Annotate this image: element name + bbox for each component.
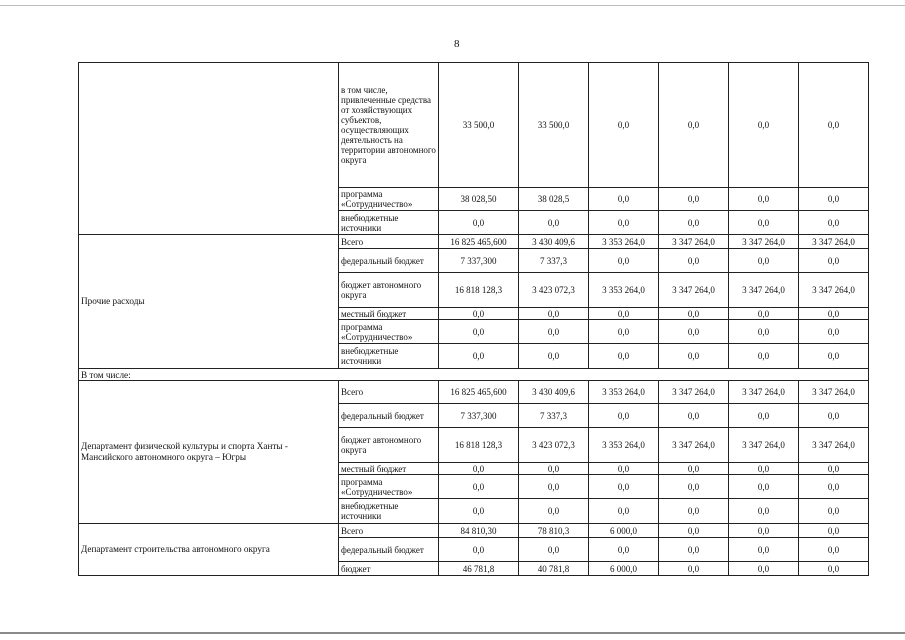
amount-cell: 3 347 264,0 — [659, 273, 729, 308]
amount-cell: 0,0 — [799, 63, 869, 188]
amount-cell: 0,0 — [729, 344, 799, 369]
amount-cell: 0,0 — [589, 538, 659, 562]
amount-cell: 7 337,300 — [439, 404, 519, 428]
amount-cell: 3 347 264,0 — [659, 428, 729, 463]
amount-cell: 0,0 — [589, 320, 659, 344]
amount-cell: 0,0 — [729, 249, 799, 273]
amount-cell: 0,0 — [659, 63, 729, 188]
funding-source: Всего — [339, 235, 439, 249]
amount-cell: 0,0 — [439, 308, 519, 320]
funding-source: федеральный бюджет — [339, 404, 439, 428]
funding-source: федеральный бюджет — [339, 538, 439, 562]
amount-cell: 0,0 — [589, 475, 659, 499]
amount-cell: 3 430 409,6 — [519, 381, 589, 404]
amount-cell: 3 347 264,0 — [659, 381, 729, 404]
amount-cell: 0,0 — [589, 404, 659, 428]
amount-cell: 3 347 264,0 — [799, 235, 869, 249]
table-row — [79, 63, 869, 188]
amount-cell: 78 810,3 — [519, 524, 589, 538]
amount-cell: 0,0 — [799, 475, 869, 499]
amount-cell: 3 347 264,0 — [729, 381, 799, 404]
amount-cell: 0,0 — [659, 249, 729, 273]
amount-cell: 3 353 264,0 — [589, 428, 659, 463]
amount-cell: 3 347 264,0 — [729, 428, 799, 463]
funding-source: Всего — [339, 524, 439, 538]
amount-cell: 0,0 — [799, 320, 869, 344]
funding-source: местный бюджет — [339, 463, 439, 475]
amount-cell: 0,0 — [799, 499, 869, 524]
amount-cell: 16 825 465,600 — [439, 381, 519, 404]
amount-cell: 0,0 — [519, 475, 589, 499]
amount-cell: 38 028,50 — [439, 188, 519, 211]
amount-cell: 0,0 — [439, 320, 519, 344]
top-scan-edge — [0, 5, 905, 6]
amount-cell: 0,0 — [519, 538, 589, 562]
amount-cell: 0,0 — [589, 308, 659, 320]
amount-cell: 0,0 — [659, 344, 729, 369]
amount-cell: 16 818 128,3 — [439, 273, 519, 308]
amount-cell: 38 028,5 — [519, 188, 589, 211]
amount-cell: 3 347 264,0 — [799, 273, 869, 308]
amount-cell: 0,0 — [439, 538, 519, 562]
amount-cell: 33 500,0 — [439, 63, 519, 188]
amount-cell: 3 430 409,6 — [519, 235, 589, 249]
amount-cell: 3 347 264,0 — [729, 235, 799, 249]
funding-source: внебюджетные источники — [339, 344, 439, 369]
funding-source: Всего — [339, 381, 439, 404]
table-row — [79, 524, 869, 538]
amount-cell: 3 423 072,3 — [519, 428, 589, 463]
amount-cell: 0,0 — [799, 249, 869, 273]
amount-cell: 6 000,0 — [589, 562, 659, 576]
funding-source: программа «Сотрудничество» — [339, 188, 439, 211]
expense-item-name — [79, 63, 339, 235]
funding-source: программа «Сотрудничество» — [339, 475, 439, 499]
amount-cell: 0,0 — [589, 499, 659, 524]
amount-cell: 16 818 128,3 — [439, 428, 519, 463]
amount-cell: 0,0 — [439, 463, 519, 475]
amount-cell: 0,0 — [729, 308, 799, 320]
amount-cell: 33 500,0 — [519, 63, 589, 188]
funding-source: бюджет — [339, 562, 439, 576]
expense-item-name: Департамент строительства автономного округа — [79, 524, 339, 576]
amount-cell: 0,0 — [589, 188, 659, 211]
expense-item-name: Департамент физической культуры и спорта Ханты - Мансийского автономного округа – Югры — [79, 381, 339, 524]
amount-cell: 0,0 — [799, 524, 869, 538]
amount-cell: 0,0 — [519, 499, 589, 524]
amount-cell: 3 347 264,0 — [729, 273, 799, 308]
amount-cell: 0,0 — [439, 499, 519, 524]
amount-cell: 0,0 — [799, 463, 869, 475]
funding-source: внебюджетные источники — [339, 499, 439, 524]
amount-cell: 0,0 — [659, 211, 729, 235]
amount-cell: 0,0 — [729, 524, 799, 538]
expense-item-name: Прочие расходы — [79, 235, 339, 369]
page-number: 8 — [454, 38, 460, 50]
amount-cell: 0,0 — [729, 562, 799, 576]
amount-cell: 3 353 264,0 — [589, 235, 659, 249]
amount-cell: 6 000,0 — [589, 524, 659, 538]
funding-source: программа «Сотрудничество» — [339, 320, 439, 344]
amount-cell: 0,0 — [659, 475, 729, 499]
amount-cell: 84 810,30 — [439, 524, 519, 538]
funding-source: местный бюджет — [339, 308, 439, 320]
amount-cell: 0,0 — [729, 463, 799, 475]
amount-cell: 7 337,3 — [519, 404, 589, 428]
amount-cell: 0,0 — [799, 211, 869, 235]
amount-cell: 3 353 264,0 — [589, 273, 659, 308]
amount-cell: 7 337,300 — [439, 249, 519, 273]
amount-cell: 0,0 — [799, 538, 869, 562]
amount-cell: 46 781,8 — [439, 562, 519, 576]
amount-cell: 0,0 — [799, 344, 869, 369]
amount-cell: 0,0 — [439, 475, 519, 499]
bottom-scan-edge — [0, 632, 905, 634]
amount-cell: 0,0 — [729, 499, 799, 524]
table-row — [79, 381, 869, 404]
amount-cell: 0,0 — [589, 211, 659, 235]
table-row — [79, 235, 869, 249]
amount-cell: 0,0 — [729, 475, 799, 499]
amount-cell: 0,0 — [659, 308, 729, 320]
funding-source: внебюджетные источники — [339, 211, 439, 235]
amount-cell: 0,0 — [729, 538, 799, 562]
amount-cell: 3 353 264,0 — [589, 381, 659, 404]
amount-cell: 0,0 — [729, 211, 799, 235]
amount-cell: 0,0 — [729, 188, 799, 211]
amount-cell: 0,0 — [659, 499, 729, 524]
section-heading: В том числе: — [79, 369, 869, 381]
amount-cell: 0,0 — [659, 562, 729, 576]
amount-cell: 0,0 — [439, 344, 519, 369]
amount-cell: 7 337,3 — [519, 249, 589, 273]
funding-source: бюджет автономного округа — [339, 428, 439, 463]
amount-cell: 0,0 — [519, 320, 589, 344]
amount-cell: 0,0 — [589, 63, 659, 188]
budget-table — [78, 62, 869, 576]
amount-cell: 0,0 — [519, 463, 589, 475]
amount-cell: 0,0 — [589, 249, 659, 273]
amount-cell: 16 825 465,600 — [439, 235, 519, 249]
amount-cell: 0,0 — [659, 524, 729, 538]
amount-cell: 0,0 — [589, 344, 659, 369]
amount-cell: 3 347 264,0 — [799, 381, 869, 404]
section-heading-row — [79, 369, 869, 381]
amount-cell: 0,0 — [589, 463, 659, 475]
amount-cell: 0,0 — [799, 188, 869, 211]
amount-cell: 40 781,8 — [519, 562, 589, 576]
amount-cell: 0,0 — [519, 344, 589, 369]
amount-cell: 0,0 — [519, 308, 589, 320]
amount-cell: 3 347 264,0 — [799, 428, 869, 463]
amount-cell: 0,0 — [659, 404, 729, 428]
amount-cell: 0,0 — [729, 404, 799, 428]
amount-cell: 0,0 — [659, 188, 729, 211]
funding-source: федеральный бюджет — [339, 249, 439, 273]
amount-cell: 0,0 — [659, 538, 729, 562]
amount-cell: 0,0 — [659, 320, 729, 344]
amount-cell: 0,0 — [519, 211, 589, 235]
amount-cell: 0,0 — [439, 211, 519, 235]
amount-cell: 0,0 — [729, 320, 799, 344]
funding-source: бюджет автономного округа — [339, 273, 439, 308]
amount-cell: 0,0 — [799, 308, 869, 320]
amount-cell: 0,0 — [799, 404, 869, 428]
amount-cell: 3 347 264,0 — [659, 235, 729, 249]
amount-cell: 0,0 — [729, 63, 799, 188]
amount-cell: 0,0 — [799, 562, 869, 576]
funding-source: в том числе, привлеченные средства от хозяйствующих субъектов, осуществляющих деятельность на территории автономного округа — [339, 63, 439, 188]
amount-cell: 3 423 072,3 — [519, 273, 589, 308]
amount-cell: 0,0 — [659, 463, 729, 475]
